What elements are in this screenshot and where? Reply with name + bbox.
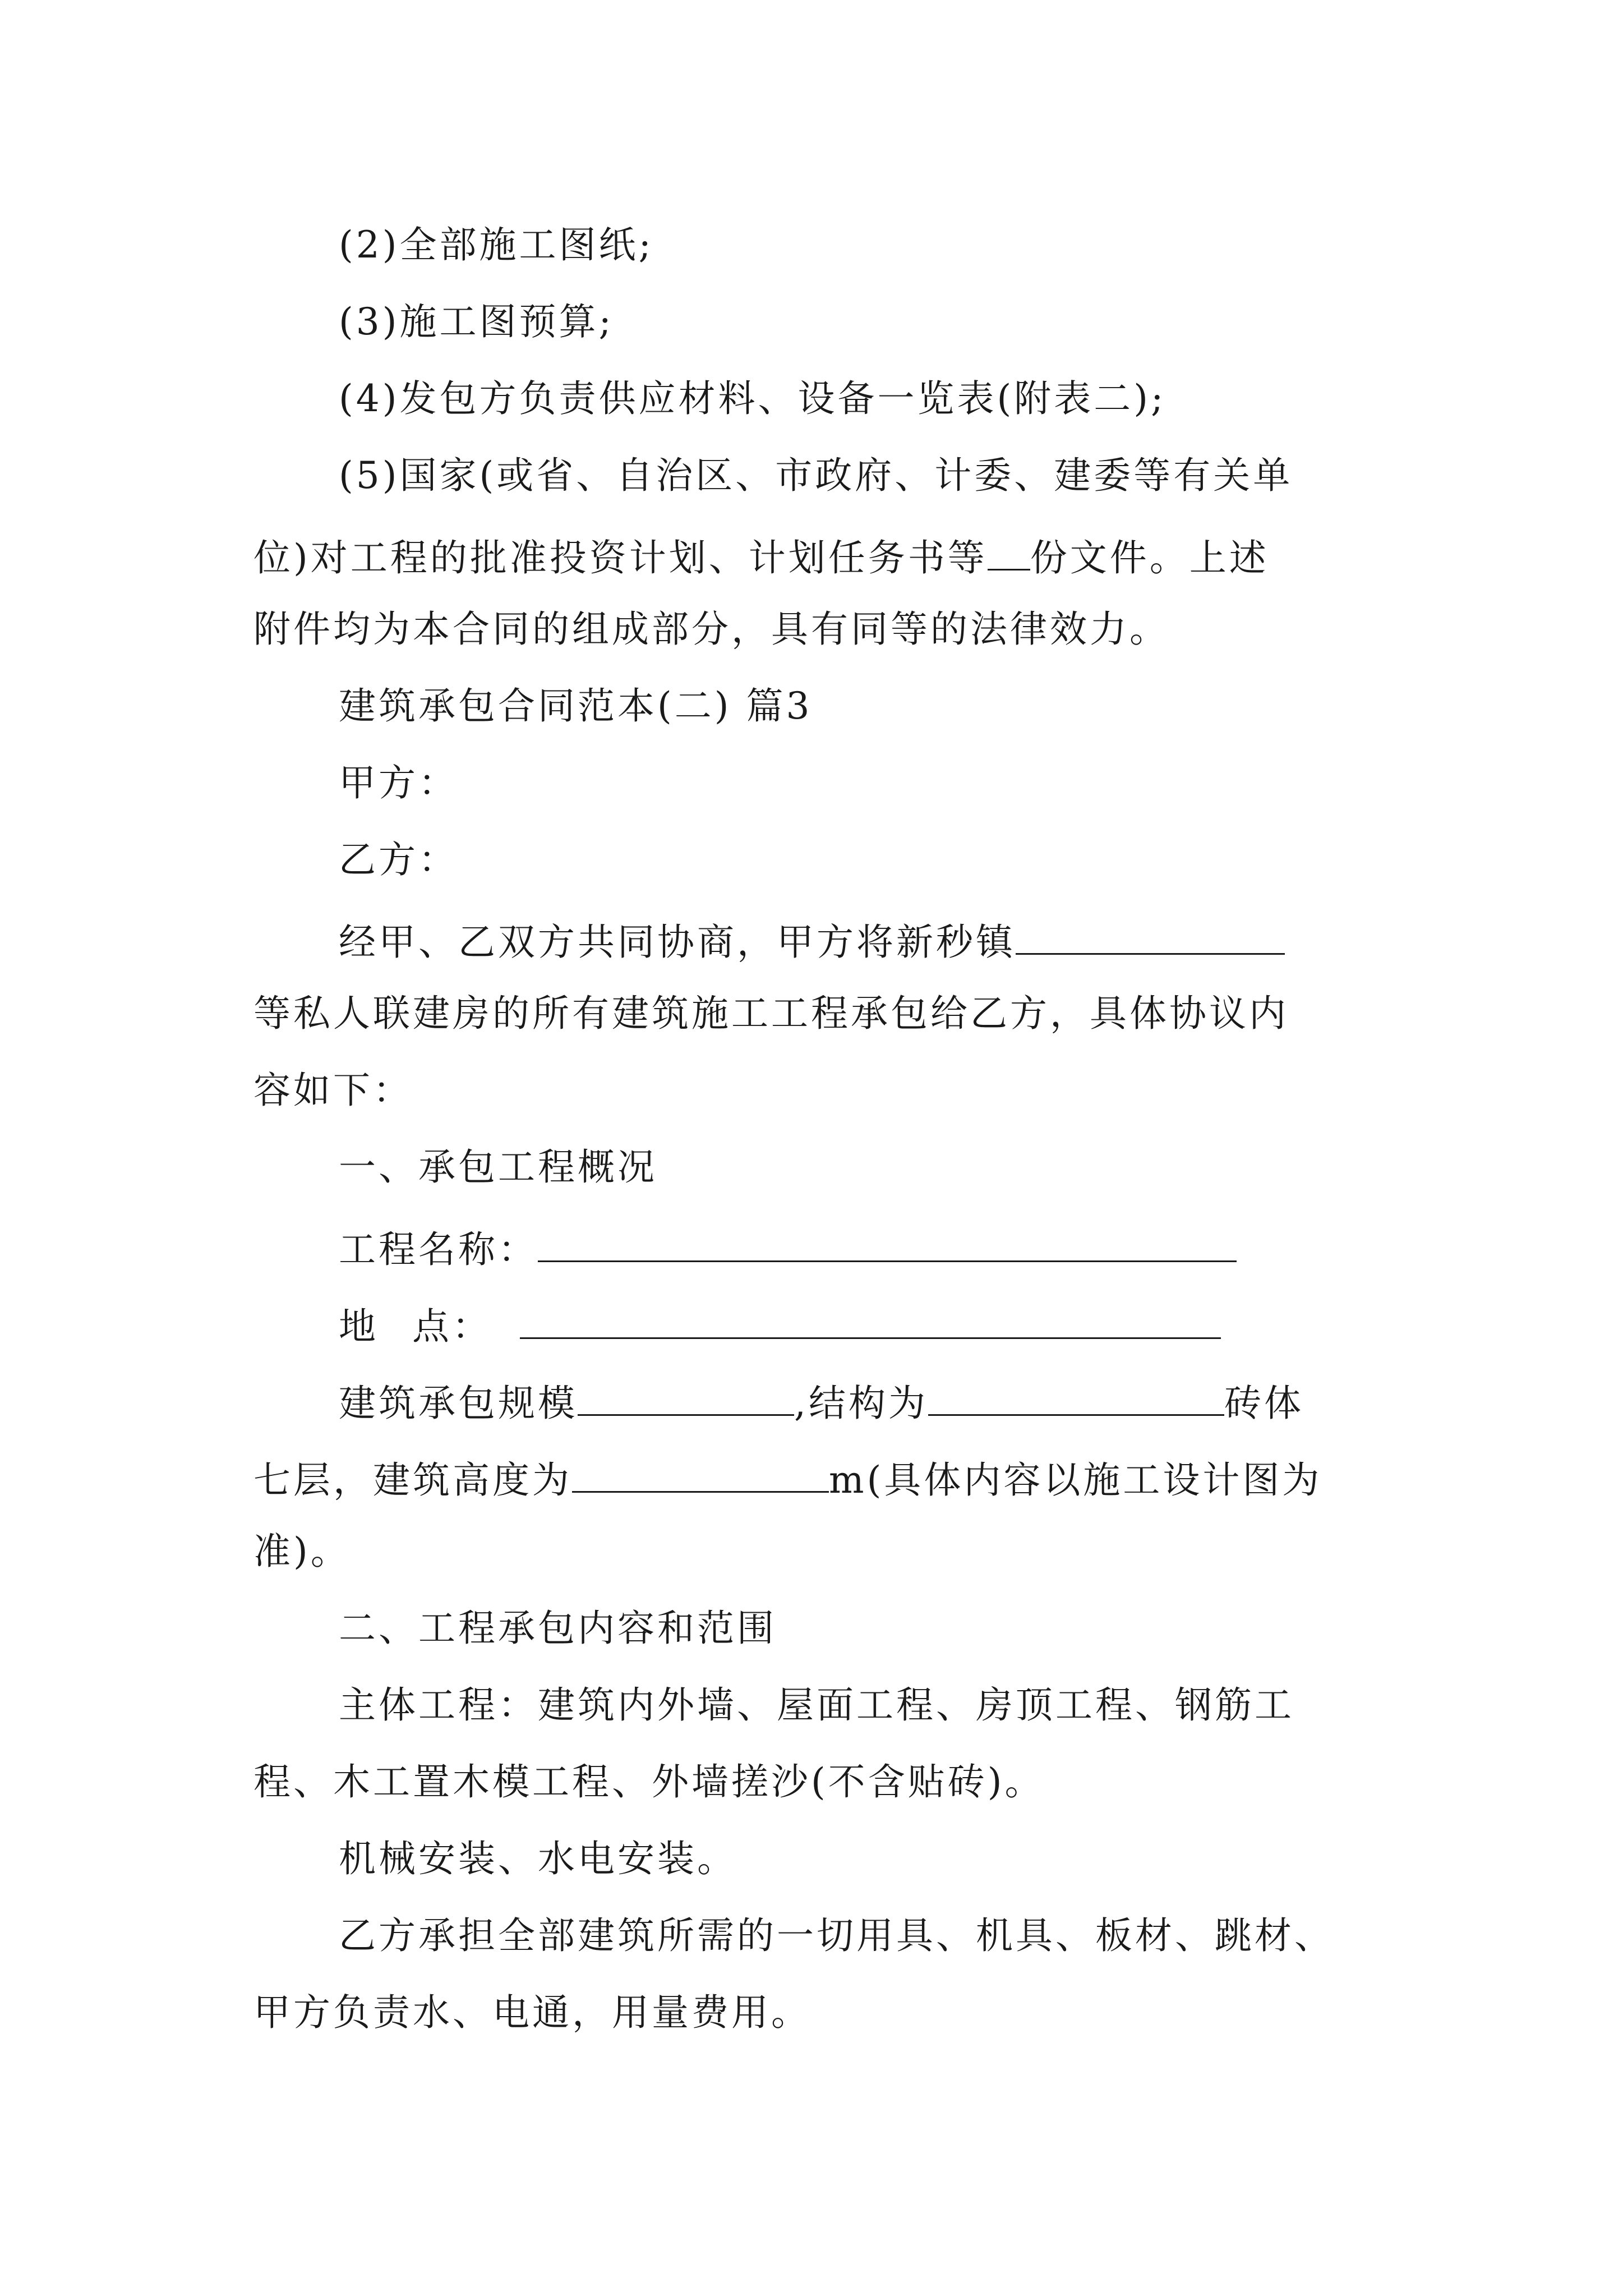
paragraph-line: 甲方负责水、电通，用量费用。: [253, 1991, 811, 2034]
fill-in-blank: [1016, 918, 1285, 955]
paragraph-line: 机械安装、水电安装。: [339, 1837, 737, 1880]
paragraph-line: 位)对工程的批准投资计划、计划任务书等 份文件。上述: [253, 534, 1269, 577]
paragraph-line: (5)国家(或省、自治区、市政府、计委、建委等有关单: [339, 454, 1293, 497]
location-line: 地 点：: [339, 1303, 1221, 1345]
paragraph-line: 经甲、乙双方共同协商，甲方将新秒镇: [339, 918, 1285, 961]
section-heading: 建筑承包合同范本(二) 篇3: [339, 684, 813, 728]
fill-in-blank: [520, 1303, 1221, 1339]
fill-in-blank: [988, 534, 1030, 570]
fill-in-blank: [578, 1379, 794, 1416]
paragraph-line: (2)全部施工图纸;: [339, 223, 654, 266]
paragraph-line: 准)。: [253, 1530, 351, 1573]
section-heading: 二、工程承包内容和范围: [339, 1607, 777, 1650]
paragraph-line: (3)施工图预算;: [339, 300, 614, 343]
paragraph-line: 容如下：: [253, 1069, 413, 1112]
section-heading: 一、承包工程概况: [339, 1145, 657, 1189]
paragraph-line: 主体工程：建筑内外墙、屋面工程、房顶工程、钢筋工: [339, 1683, 1294, 1727]
party-a-label: 甲方：: [339, 761, 458, 804]
paragraph-line: (4)发包方负责供应材料、设备一览表(附表二);: [339, 377, 1166, 420]
fill-in-blank: [572, 1456, 829, 1493]
paragraph-line: 程、木工置木模工程、外墙搓沙(不含贴砖)。: [253, 1760, 1045, 1803]
project-name-line: 工程名称：: [339, 1226, 1237, 1268]
party-b-label: 乙方：: [339, 838, 458, 881]
fill-in-blank: [928, 1379, 1224, 1416]
paragraph-line: 建筑承包规模 ,结构为 砖体: [339, 1379, 1304, 1422]
paragraph-line: 乙方承担全部建筑所需的一切用具、机具、板材、跳材、: [339, 1914, 1334, 1957]
paragraph-line: 等私人联建房的所有建筑施工工程承包给乙方，具体协议内: [253, 992, 1289, 1035]
paragraph-line: 七层，建筑高度为 m(具体内容以施工设计图为: [253, 1456, 1322, 1499]
paragraph-line: 附件均为本合同的组成部分，具有同等的法律效力。: [253, 608, 1169, 651]
fill-in-blank: [538, 1226, 1237, 1262]
